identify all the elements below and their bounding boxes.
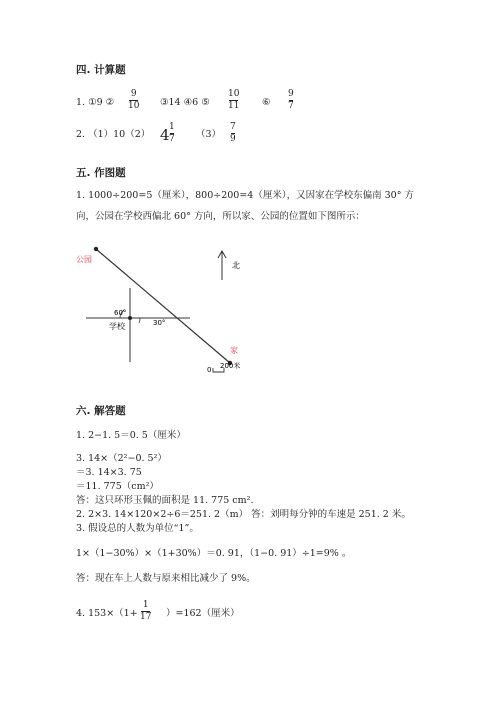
- fraction-denominator: 10: [128, 101, 140, 111]
- answer-line-2-part-a: 2. （1）10（2）: [76, 129, 151, 140]
- fraction-numerator: 10: [228, 89, 240, 99]
- solution-line-6: 2. 2×3. 14×120×2÷6＝251. 2（m） 答：刘明每分钟的车速是 251. 2 米。: [76, 509, 411, 520]
- north-label: 北: [232, 261, 240, 270]
- angle-30-label: 30°: [153, 319, 166, 327]
- solution-line-4: ＝11. 775（cm²）: [76, 481, 159, 492]
- angle-60-label: 60°: [114, 309, 127, 317]
- answer-line-2-part-b: （3）: [196, 129, 222, 140]
- answer-line-1-part-b: ③14 ④6 ⑤: [160, 97, 210, 108]
- park-label: 公园: [76, 255, 92, 264]
- solution-line-10-part-a: 4. 153×（1+: [76, 608, 138, 619]
- solution-line-8: 1×（1−30%）×（1+30%）＝0. 91，（1−0. 91）÷1=9% 。: [76, 548, 352, 559]
- solution-line-9: 答：现在车上人数与原来相比减少了 9%。: [76, 573, 256, 584]
- school-point: [128, 316, 132, 320]
- scale-label: 200米: [220, 362, 241, 370]
- mixed-number-whole: 4: [160, 126, 170, 144]
- school-label: 学校: [109, 322, 125, 331]
- drawing-explanation-line-2: 向，公园在学校西偏北 60° 方向，所以家、公园的位置如下图所示：: [76, 211, 365, 222]
- fraction-numerator: 1: [142, 600, 149, 610]
- fraction-numerator: 7: [230, 122, 236, 132]
- fraction-numerator: 9: [130, 89, 137, 99]
- scale-zero-label: 0: [207, 366, 212, 374]
- fraction-denominator: 7: [288, 101, 294, 111]
- fraction-numerator: 1: [169, 122, 175, 132]
- solution-line-10-part-b: ）=162（厘米）: [166, 608, 240, 619]
- park-point: [94, 247, 98, 251]
- solution-line-5: 答：这只环形玉佩的面积是 11. 775 cm².: [76, 495, 254, 506]
- section-title-drawing: 五. 作图题: [76, 167, 126, 179]
- section-title-calculation: 四. 计算题: [76, 64, 126, 76]
- solution-line-1: 1. 2−1. 5＝0. 5（厘米）: [76, 430, 186, 441]
- fraction-denominator: 7: [169, 134, 175, 144]
- drawing-explanation-line-1: 1. 1000÷200=5（厘米），800÷200=4（厘米），又因家在学校东偏南 30° 方: [76, 190, 414, 201]
- angle-30-arc: [139, 318, 140, 323]
- home-label: 家: [230, 346, 238, 355]
- park-home-line: [96, 249, 230, 363]
- answer-line-1-part-a: 1. ①9 ②: [76, 97, 115, 108]
- solution-line-7: 3. 假设总的人数为单位“1”。: [76, 523, 199, 534]
- fraction-1-17: [140, 600, 151, 623]
- fraction-numerator: 9: [288, 89, 294, 99]
- solution-line-3: ＝3. 14×3. 75: [76, 467, 142, 478]
- solution-line-2: 3. 14×（2²−0. 5²）: [76, 453, 167, 464]
- answer-line-1-part-c: ⑥: [262, 97, 271, 108]
- fraction-denominator: 17: [140, 612, 152, 622]
- section-title-solutions: 六. 解答题: [76, 405, 126, 417]
- fraction-denominator: 11: [228, 101, 240, 111]
- fraction-denominator: 9: [230, 134, 236, 144]
